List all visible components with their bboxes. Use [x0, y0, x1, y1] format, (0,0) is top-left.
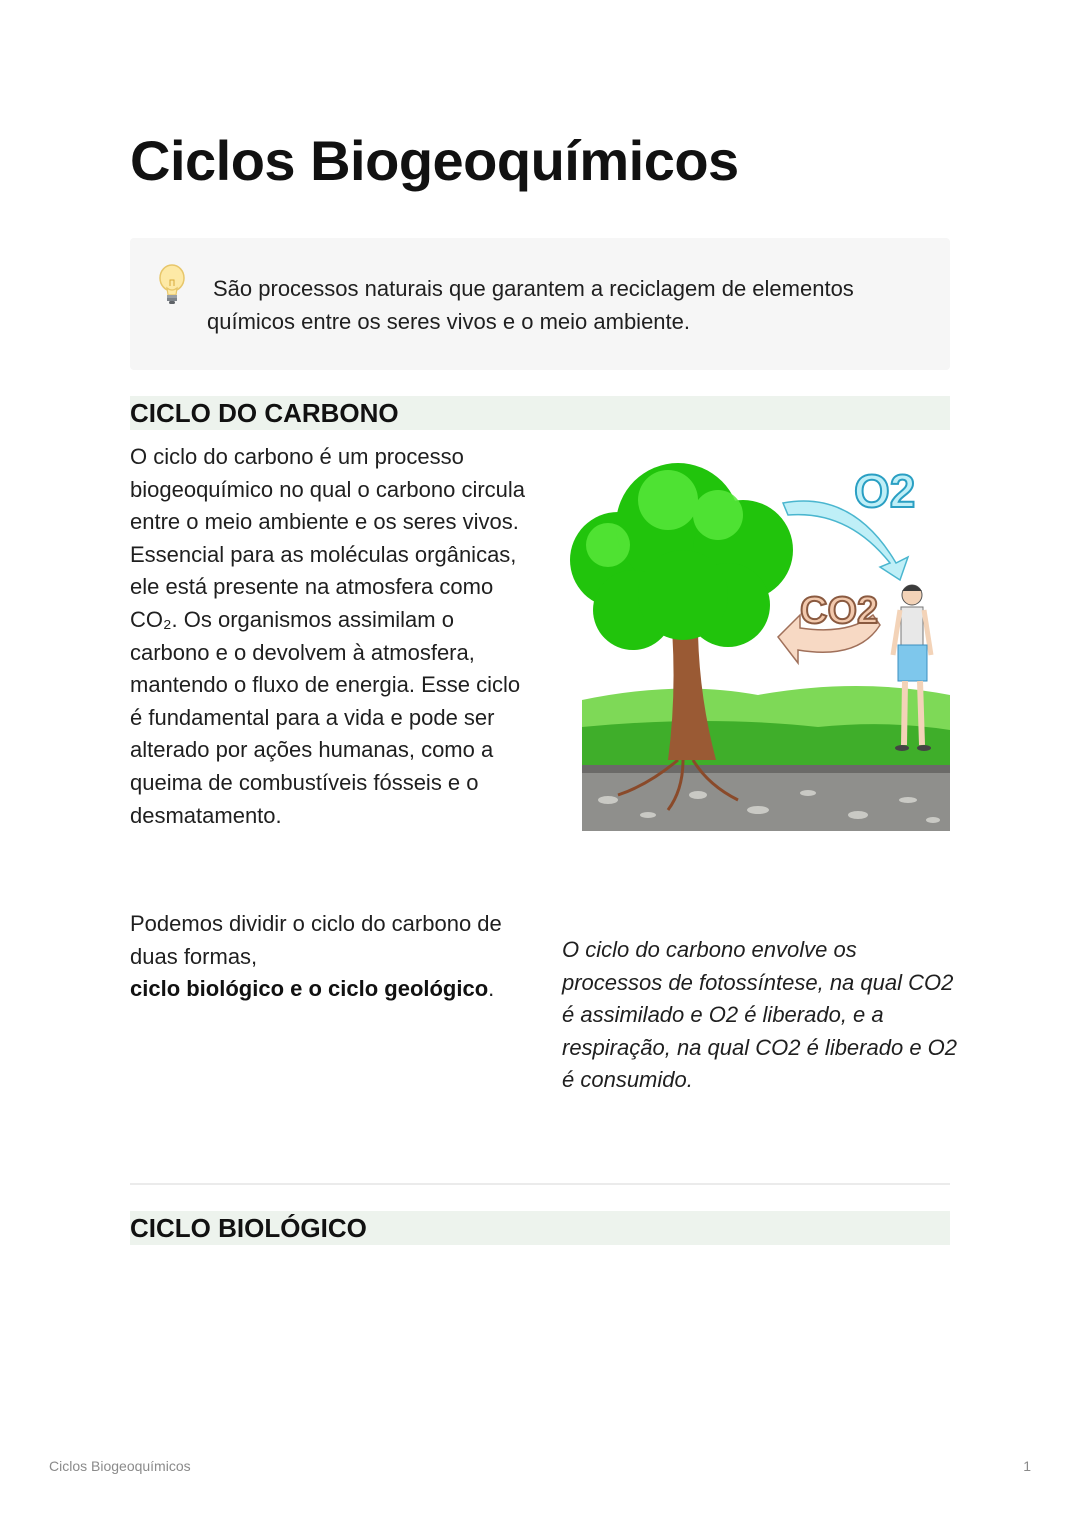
section-heading-carbon: CICLO DO CARBONO: [130, 396, 950, 430]
o2-label: O2: [854, 465, 916, 517]
footer-page-number: 1: [1023, 1458, 1031, 1474]
co2-label: CO2: [800, 590, 879, 632]
division-text: Podemos dividir o ciclo do carbono de duas formas,: [130, 911, 502, 969]
division-paragraph: [130, 908, 530, 1006]
carbon-cycle-illustration: [558, 455, 952, 840]
callout-text: São processos naturais que garantem a reciclagem de elementos químicos entre os seres vivos e o meio ambiente.: [207, 276, 854, 334]
carbon-paragraph: O ciclo do carbono é um processo biogeoquímico no qual o carbono circula entre o meio ambiente e os seres vivos. Essencial para as moléculas orgânicas, ele está presente na atmosfera como CO₂. Os organismos assimilam o carbono e o devolvem à atmosfera, mantendo o fluxo de energia. Esse ciclo é fundamental para a vida e pode ser alterado por ações humanas, como a queima de combustíveis fósseis e o desmatamento.: [130, 444, 526, 828]
page-title: Ciclos Biogeoquímicos: [130, 129, 739, 192]
division-end: .: [488, 976, 495, 1002]
section-divider: [130, 1183, 950, 1185]
photosynthesis-paragraph: O ciclo do carbono envolve os processos de fotossíntese, na qual CO2 é assimilado e O2 é liberado, e a respiração, na qual CO2 é liberado e O2 é consumido.: [562, 937, 958, 1093]
section-heading-biological: CICLO BIOLÓGICO: [130, 1211, 950, 1245]
footer-title: Ciclos Biogeoquímicos: [49, 1458, 191, 1474]
division-bold: ciclo biológico e o ciclo geológico: [130, 976, 489, 1002]
callout-box: [130, 238, 950, 370]
lightbulb-icon: [156, 264, 188, 306]
